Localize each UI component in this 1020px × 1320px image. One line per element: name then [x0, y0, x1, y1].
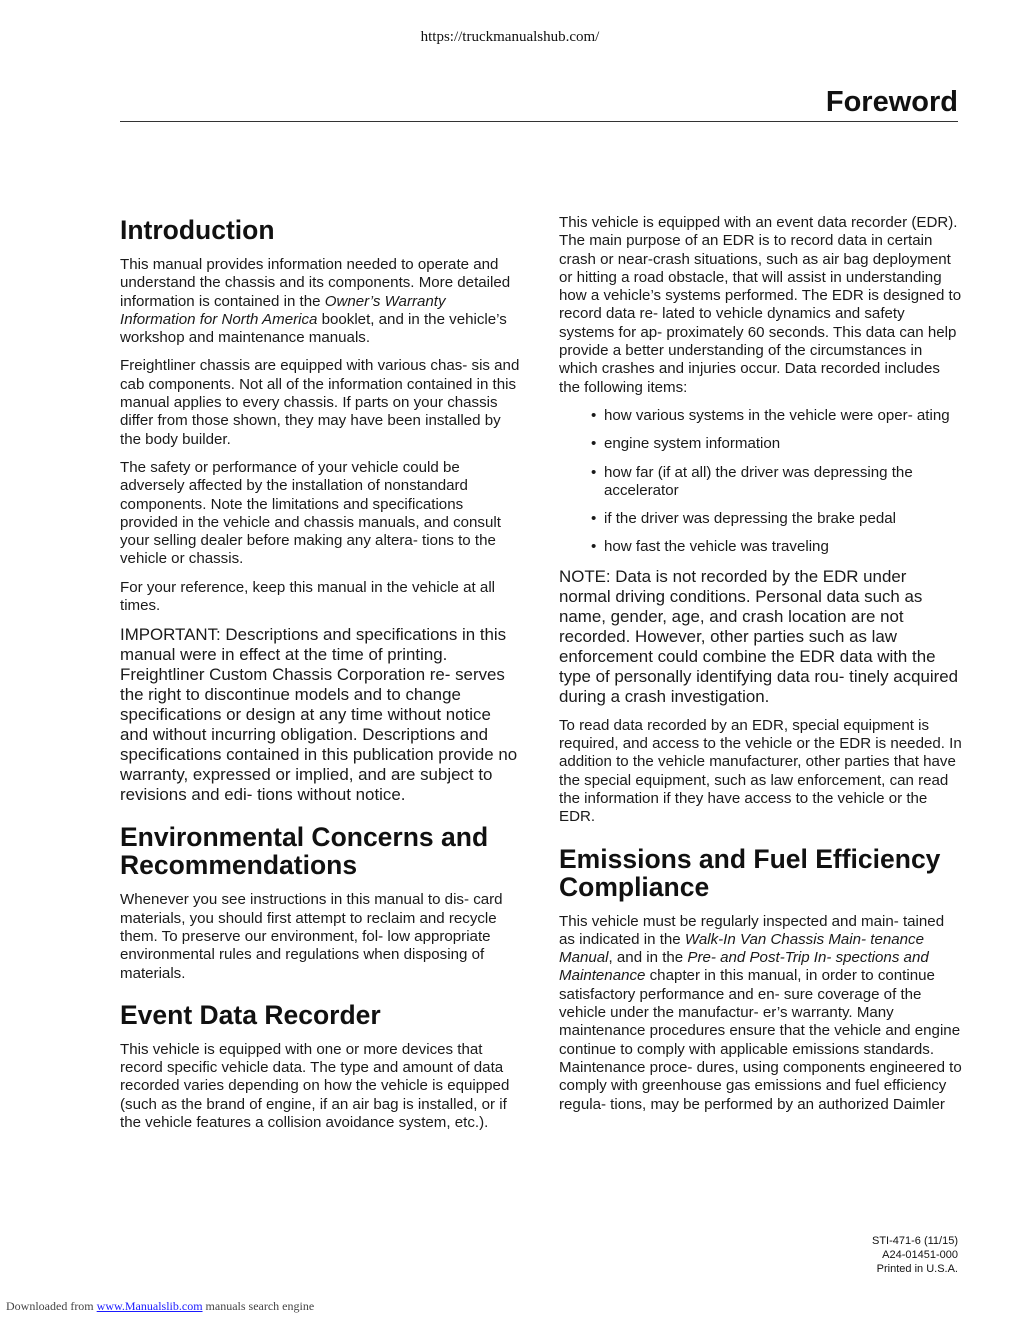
intro-paragraph-4: For your reference, keep this manual in the vehicle at all times. [120, 578, 496, 615]
edr-paragraph-2: This vehicle is equipped with an event data recorder (EDR). The main purpose of an EDR is to record data in certain crash or near-crash situations, such as air bag deployment or hitting a road obstacle, that will assist in understanding how a vehicle’s systems performed. The EDR is designed to record data re- lated to vehicle dynamics and safety systems for ap- proximately 60 seconds. This data can help provide a better understanding of the circumstances in which crashes and injuries occur. Data recorded includes the following items: [559, 214, 962, 396]
source-url: https://truckmanualshub.com/ [420, 29, 600, 45]
intro-paragraph-2: Freightliner chassis are equipped with various chas- sis and cab components. Not all of the information contained in this manual applies to every chassis. If parts on your chassis differ from those shown, they may have been installed by the body builder. [120, 357, 520, 448]
maintenance-manual-title: Walk-In Van Chassis Main- tenance Manual [559, 930, 924, 967]
list-item: • how various systems in the vehicle were oper- ating [591, 406, 950, 424]
edr-paragraph-3: To read data recorded by an EDR, special equipment is required, and access to the vehicle or the EDR is needed. In addition to the vehicle manufacturer, other parties that have the special equipment, such as law enforcement, can read the information if they have access to the vehicle or the EDR. [559, 716, 962, 826]
intro-paragraph-3: The safety or performance of your vehicle could be adversely affected by the installation of nonstandard components. Note the limitations and specifications provided in the vehicle and chassis manuals, and consult your selling dealer before making any altera- tions to the vehicle or chassis. [120, 458, 501, 568]
document-codes [872, 1234, 958, 1276]
list-item: • if the driver was depressing the brake pedal [591, 510, 896, 528]
left-column [120, 214, 520, 1142]
pre-post-trip-chapter-title: Pre- and Post-Trip In- spections and Maintenance [559, 949, 929, 985]
manualslib-link[interactable]: www.Manualslib.com [96, 1299, 203, 1313]
download-footer: Downloaded from www.Manualslib.com manuals search engine [6, 1299, 315, 1313]
print-location: Printed in U.S.A. [876, 1263, 958, 1275]
owners-warranty-title: Owner’s Warranty Information for North America [120, 292, 446, 328]
bullet-icon: • [591, 538, 597, 556]
list-item: • how fast the vehicle was traveling [591, 538, 829, 556]
edr-note: NOTE: Data is not recorded by the EDR under normal driving conditions. Personal data such as name, gender, age, and crash location are not recorded. However, other parties such as law enforcement could combine the EDR data with the type of personally identifying data rou- tinely acquired during a crash investigation. [559, 566, 959, 706]
environmental-heading: Environmental Concerns and Recommendations [120, 822, 489, 881]
emissions-heading: Emissions and Fuel Efficiency Compliance [559, 843, 941, 902]
list-item: • how far (if at all) the driver was depressing the accelerator [591, 463, 913, 499]
publication-code: STI-471-6 (11/15) [871, 1235, 958, 1247]
page-title: Foreword [825, 86, 958, 118]
title-divider [120, 121, 958, 122]
bullet-icon: • [591, 510, 597, 528]
event-data-recorder-heading: Event Data Recorder [120, 999, 381, 1030]
introduction-heading: Introduction [120, 215, 275, 245]
intro-paragraph-1: This manual provides information needed to operate and understand the chassis and its components. More detailed information is contained in the Owner’s Warranty Information for North America booklet, and in the vehicle’s workshop and maintenance manuals. [120, 256, 511, 347]
edr-data-list [559, 407, 962, 557]
important-notice: IMPORTANT: Descriptions and specifications in this manual were in effect at the time of printing. Freightliner Custom Chassis Corporation re- serves the right to discontinue models and to change specifications or design at any time without notice and without incurring obligation. Descriptions and specifications contained in this publication provide no warranty, expressed or implied, and are subject to revisions and edi- tions without notice. [120, 625, 518, 805]
emissions-paragraph: This vehicle must be regularly inspected and main- tained as indicated in the Walk-In Van Chassis Main- tenance Manual, and in the Pre- and Post-Trip In- spections and Maintenance chapter in this manual, in order to continue satisfactory performance and en- sure coverage of the vehicle under the manufactur- er’s warranty. Many maintenance procedures ensure that the vehicle and engine continue to comply with applicable emissions standards. Maintenance proce- dures, using components engineered to comply with greenhouse gas emissions and fuel efficiency regula- tions, may be performed by an authorized Daimler [559, 912, 962, 1113]
right-column [559, 214, 962, 1124]
bullet-icon: • [591, 463, 597, 481]
environmental-paragraph: Whenever you see instructions in this manual to dis- card materials, you should first attempt to reclaim and recycle them. To preserve our environment, fol- low appropriate environmental rules and regulations when disposing of materials. [120, 891, 503, 982]
edr-paragraph-1: This vehicle is equipped with one or more devices that record specific vehicle data. The type and amount of data recorded varies depending on how the vehicle is equipped (such as the brand of engine, if an air bag is installed, or if the vehicle features a collision avoidance system, etc.). [120, 1040, 510, 1132]
list-item: • engine system information [591, 435, 781, 453]
part-number: A24-01451-000 [882, 1249, 958, 1261]
bullet-icon: • [591, 435, 597, 453]
bullet-icon: • [591, 406, 597, 424]
